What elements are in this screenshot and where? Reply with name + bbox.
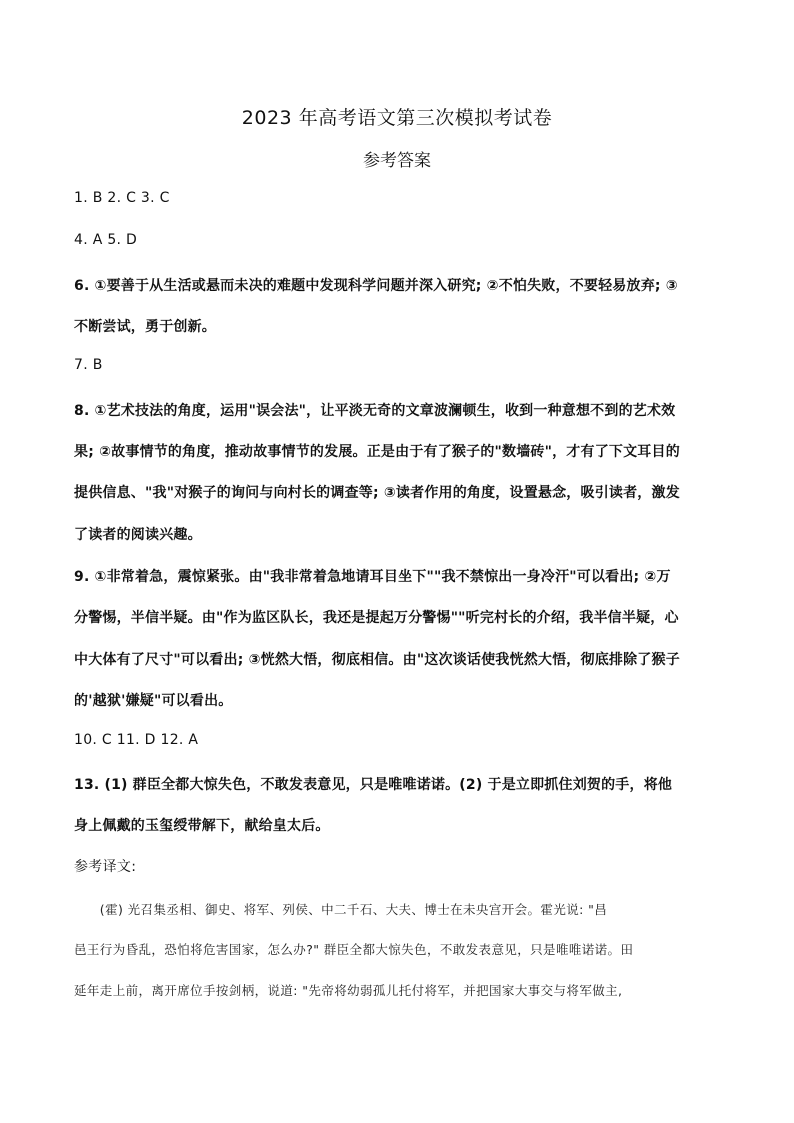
answer-line-13: 的'越狱'嫌疑"可以看出。: [74, 693, 233, 709]
answer-line-15: 13. (1) 群臣全都大惊失色，不敢发表意见，只是唯唯诺诺。(2) 于是立即抓住刘贺的手，将他: [74, 777, 673, 793]
answer-line-14: 10. C 11. D 12. A: [74, 732, 199, 748]
translation-line-3: 延年走上前，离开席位手按剑柄，说道: "先帝将幼弱孤儿托付将军，并把国家大事交与将军做主,: [74, 983, 623, 998]
answer-line-7: 果; ②故事情节的角度，推动故事情节的发展。正是由于有了猴子的"数墙砖"，才有了下文耳目的: [74, 444, 680, 460]
answer-line-11: 分警惕，半信半疑。由"作为监区队长，我还是提起万分警惕""听完村长的介绍，我半信半疑，心: [74, 610, 679, 626]
translation-line-1: (霍) 光召集丞相、御史、将军、列侯、中二千石、大夫、博士在未央宫开会。霍光说: "昌: [74, 902, 608, 917]
answer-line-5: 7. B: [74, 357, 103, 373]
translation-line-2: 邑王行为昏乱，恐怕将危害国家，怎么办?" 群臣全都大惊失色，不敢发表意见，只是唯唯诺诺。田: [74, 942, 634, 957]
answer-line-1: 1. B 2. C 3. C: [74, 190, 170, 206]
answer-line-4: 不断尝试，勇于创新。: [74, 319, 216, 335]
answer-line-2: 4. A 5. D: [74, 232, 138, 248]
answer-line-12: 中大体有了尺寸"可以看出; ③恍然大悟，彻底相信。由"这次谈话使我恍然大悟，彻底排除了猴子: [74, 652, 680, 668]
page-subtitle: 参考答案: [363, 151, 431, 171]
answer-line-16: 身上佩戴的玉玺绶带解下，献给皇太后。: [74, 818, 330, 834]
answer-line-6: 8. ①艺术技法的角度，运用"误会法"，让平淡无奇的文章波澜顿生，收到一种意想不到的艺术效: [74, 403, 676, 419]
answer-line-9: 了读者的阅读兴趣。: [74, 527, 202, 543]
page-title: 2023 年高考语文第三次模拟考试卷: [241, 107, 553, 129]
answer-line-10: 9. ①非常着急，震惊紧张。由"我非常着急地请耳目坐下""我不禁惊出一身冷汗"可以看出; ②万: [74, 569, 671, 585]
answer-line-3: 6. ①要善于从生活或悬而未决的难题中发现科学问题并深入研究; ②不怕失败，不要轻易放弃; ③: [74, 278, 678, 294]
translation-heading: 参考译文:: [74, 859, 137, 875]
answer-line-8: 提供信息、"我"对猴子的询问与向村长的调查等; ③读者作用的角度，设置悬念，吸引读者，激发: [74, 485, 680, 501]
